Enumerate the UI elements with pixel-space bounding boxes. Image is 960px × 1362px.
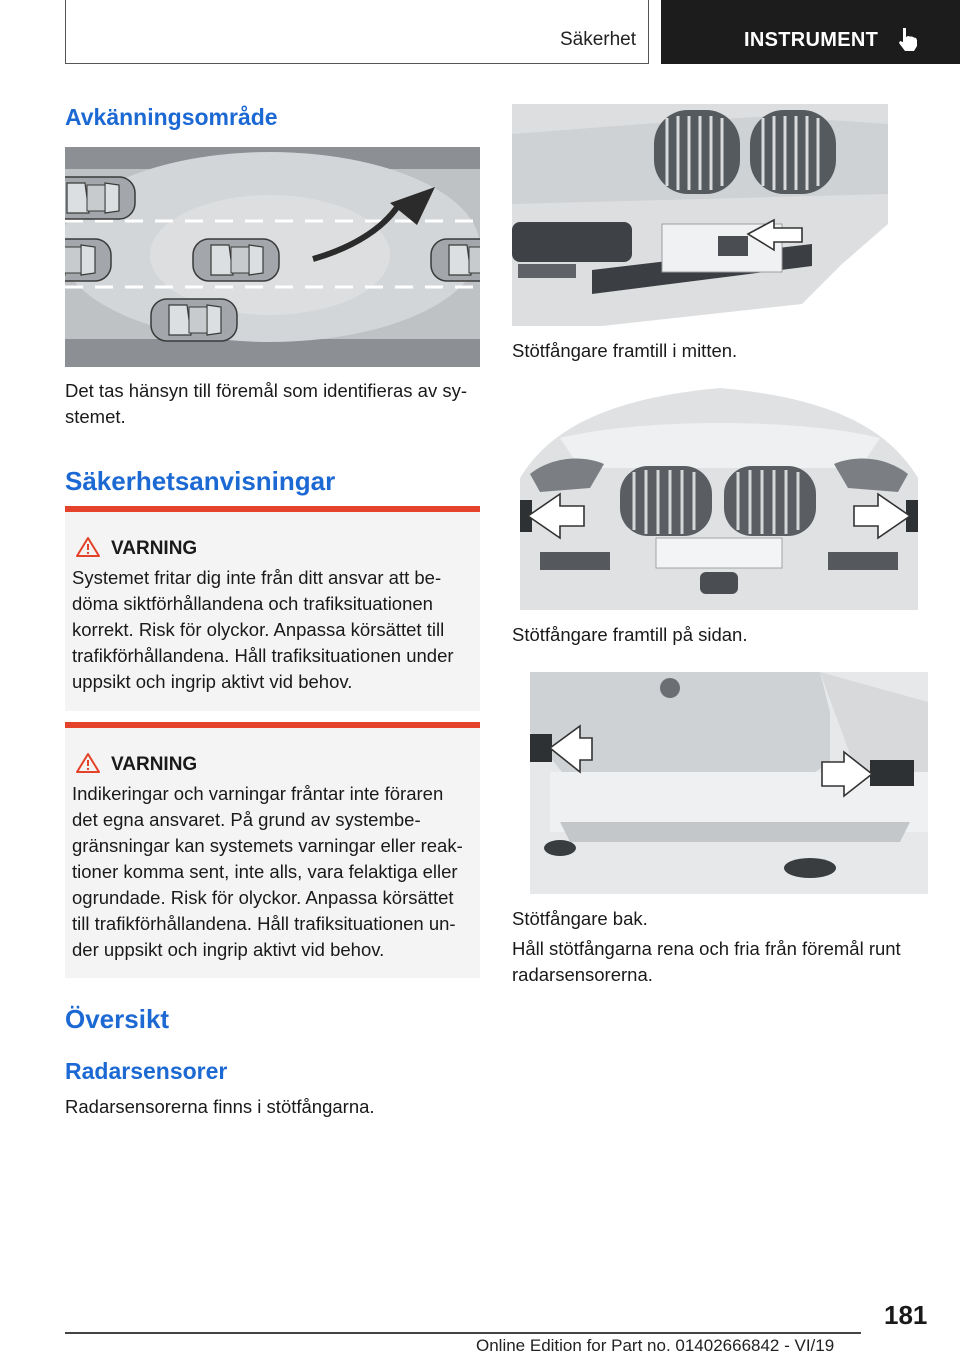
heading-safety: Säkerhetsanvisningar: [65, 466, 336, 496]
heading-overview: Översikt: [65, 1004, 170, 1034]
caption-front-side: Stötfångare framtill på sidan.: [512, 624, 748, 645]
warning-box-2: [65, 722, 480, 978]
front-bumper-side-illustration: [520, 388, 918, 610]
rear-bumper-illustration: [530, 672, 928, 894]
warning-text: Systemet fritar dig inte från ditt ansvar att be- döma siktförhållandena och trafiksituationen korrekt. Risk för olyckor. Anpassa körsättet till trafikförhållandena. Håll trafiksituationen under uppsikt och ingrip aktivt vid behov.: [72, 567, 454, 692]
hand-pointer-icon: [895, 26, 921, 52]
warning-text: Indikeringar och varningar fråntar inte föraren det egna ansvaret. På grund av systembe- gränsningar kan systemets varningar eller reak- tioner komma sent, inte alls, vara felaktiga eller ogrundade. Risk för olyckor. Anpassa körsättet till trafikförhållandena. Håll trafiksituationen un- der uppsikt och ingrip aktivt vid behov.: [72, 783, 463, 960]
page-number: 181: [884, 1300, 928, 1330]
warning-triangle-icon: [75, 752, 101, 774]
warning-triangle-icon: [75, 536, 101, 558]
section-tab-label: Säkerhet: [559, 29, 636, 50]
warning-title: VARNING: [111, 538, 198, 559]
footer-edition: Online Edition for Part no. 01402666842 - VI/19: [476, 1336, 835, 1355]
chapter-tab-label: INSTRUMENT: [744, 29, 879, 51]
radar-sensors-text: Radarsensorerna finns i stötfångarna.: [65, 1096, 375, 1117]
heading-detection-area: Avkänningsområde: [65, 104, 278, 130]
warning-title: VARNING: [111, 754, 198, 775]
keep-clean-text: Håll stötfångarna rena och fria från föremål runt radarsensorerna.: [512, 938, 901, 985]
detection-caption: Det tas hänsyn till föremål som identifieras av sy- stemet.: [65, 380, 468, 427]
front-bumper-center-illustration: [512, 104, 888, 326]
caption-rear: Stötfångare bak.: [512, 908, 648, 929]
caption-front-center: Stötfångare framtill i mitten.: [512, 340, 738, 361]
chapter-tab[interactable]: [661, 0, 960, 64]
detection-area-illustration: [65, 147, 480, 367]
footer-divider: [65, 1332, 861, 1334]
subheading-radar-sensors: Radarsensorer: [65, 1058, 228, 1084]
section-tab[interactable]: [65, 0, 649, 64]
warning-box-1: [65, 506, 480, 711]
